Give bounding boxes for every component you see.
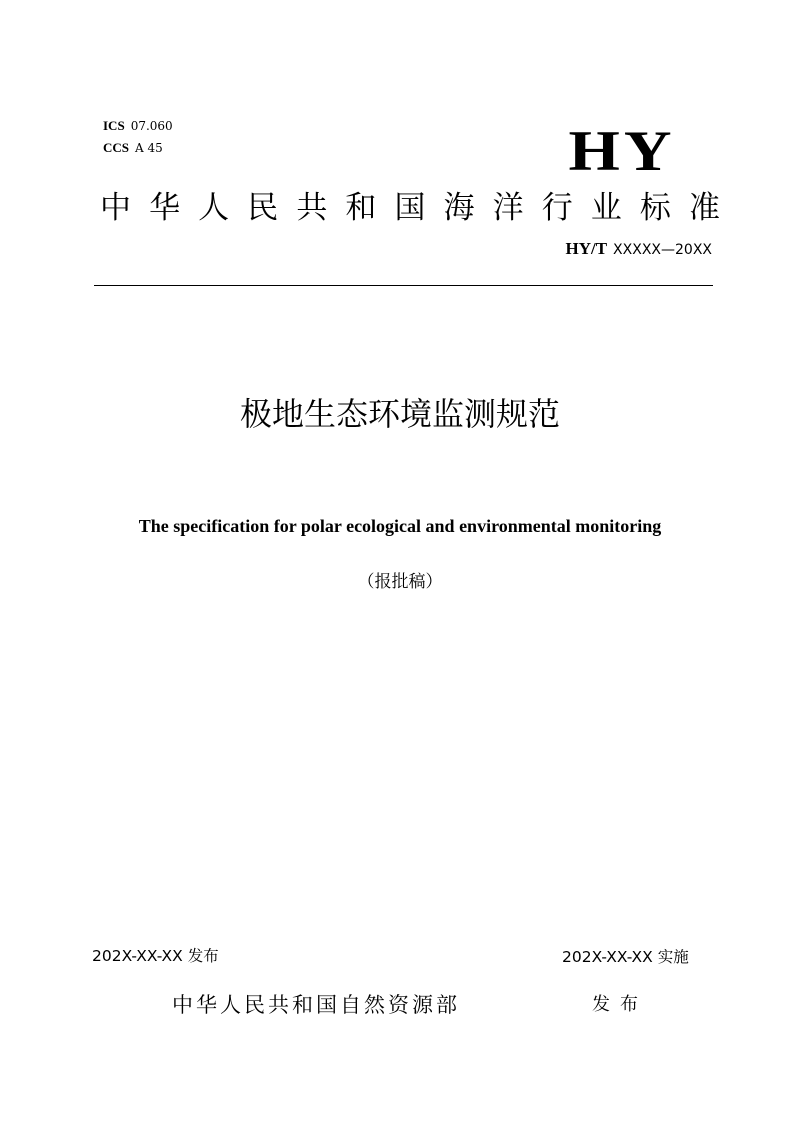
ccs-code: [103, 140, 163, 157]
ics-value: 07.060: [130, 119, 173, 133]
standard-title-char: 民: [247, 190, 279, 226]
standard-title-char: 准: [688, 190, 720, 226]
standard-title-char: 标: [639, 190, 671, 226]
standard-title-char: 中: [100, 190, 131, 226]
document-title-chinese: 极地生态环境监测规范: [239, 395, 560, 433]
hy-logo: HY: [568, 120, 676, 183]
draft-status: （报批稿）: [357, 572, 443, 592]
standard-title-char: 和: [345, 190, 377, 226]
standard-category-title: [100, 188, 720, 228]
standard-title-char: 洋: [492, 190, 524, 226]
standard-title-char: 业: [590, 190, 622, 226]
document-title-english: The specification for polar ecological and environmental monitoring: [138, 516, 662, 536]
standard-code-prefix: HY/T: [565, 239, 608, 258]
standard-code-number: XXXXX—20XX: [613, 242, 712, 258]
effective-date: 202X-XX-XX 实施: [562, 948, 689, 966]
issue-label: 发布: [592, 994, 648, 1015]
standard-title-char: 海: [443, 190, 475, 226]
standard-title-char: 行: [541, 190, 573, 226]
issuing-authority: 中华人民共和国自然资源部: [172, 993, 460, 1017]
ics-code: [103, 118, 173, 135]
header-divider: [94, 285, 713, 286]
publish-date: 202X-XX-XX 发布: [92, 947, 219, 965]
ics-label: ICS: [103, 118, 125, 133]
standard-title-char: 华: [149, 190, 181, 226]
ccs-value: A 45: [135, 141, 163, 155]
standard-code: [565, 238, 712, 261]
standard-title-char: 共: [296, 190, 328, 226]
standard-title-char: 人: [198, 190, 230, 226]
standard-title-char: 国: [394, 190, 426, 226]
ccs-label: CCS: [103, 140, 130, 155]
